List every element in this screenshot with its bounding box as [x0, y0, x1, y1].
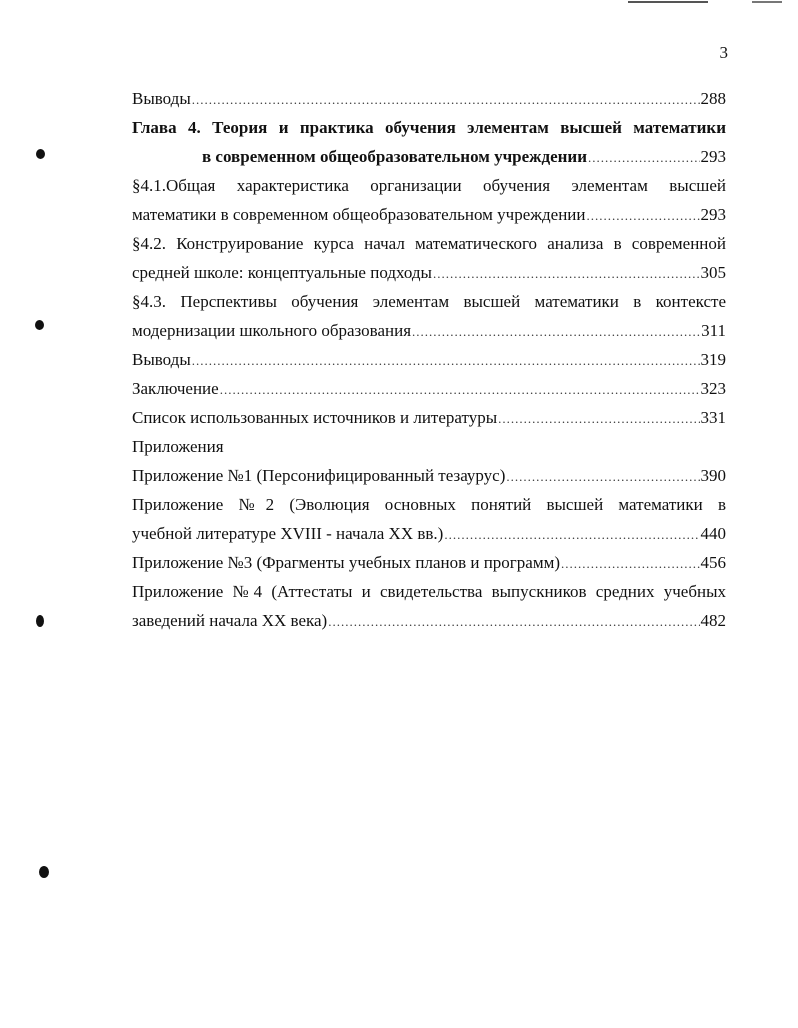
- toc-entry-s41-line2: математики в современном общеобразовательном учреждении ..... 293: [132, 200, 726, 229]
- toc-page-ref: 311: [701, 321, 726, 340]
- page-number: 3: [719, 43, 728, 62]
- leader-dots: [588, 143, 699, 172]
- toc-page-ref: 293: [700, 205, 726, 224]
- toc-entry-s43-line2: модернизации школьного образования ..... 311: [132, 316, 726, 345]
- toc-entry-app2-line2: учебной литературе XVIII - начала XX вв.) ..... 440: [132, 519, 726, 548]
- leader-dots: [220, 375, 700, 404]
- table-of-contents: [132, 84, 726, 635]
- toc-page-ref: 293: [700, 147, 726, 166]
- toc-page-ref: 305: [700, 263, 726, 282]
- binding-hole-mark: [36, 149, 45, 159]
- leader-dots: [498, 404, 699, 433]
- toc-page-ref: 319: [700, 350, 726, 369]
- toc-entry-vyvody: Выводы ..... 288: [132, 84, 726, 113]
- leader-dots: [412, 317, 700, 346]
- toc-page-ref: 456: [700, 553, 726, 572]
- toc-page-ref: 288: [700, 89, 726, 108]
- toc-entry-sources: Список использованных источников и литературы ..... 331: [132, 403, 726, 432]
- toc-entry-app4-line1: Приложение №4 (Аттестаты и свидетельства выпускников средних учебных: [132, 582, 726, 601]
- toc-entry-app1: Приложение №1 (Персонифицированный тезаурус) ..... 390: [132, 461, 726, 490]
- chapter-heading-line2: в современном общеобразовательном учреждении ..... 293: [132, 142, 726, 171]
- toc-entry-s43-line1: §4.3. Перспективы обучения элементам высшей математики в контексте: [132, 292, 726, 311]
- toc-entry-s41-line1: §4.1.Общая характеристика организации обучения элементам высшей: [132, 176, 726, 195]
- leader-dots: [506, 462, 699, 491]
- chapter-heading-line1: Глава 4. Теория и практика обучения элементам высшей математики: [132, 118, 726, 137]
- leader-dots: [444, 520, 699, 549]
- scan-mark: [752, 1, 782, 3]
- leader-dots: [192, 85, 700, 114]
- toc-page-ref: 390: [700, 466, 726, 485]
- toc-entry-app4-line2: заведений начала XX века) ..... 482: [132, 606, 726, 635]
- toc-entry-s42-line2: средней школе: концептуальные подходы ..... 305: [132, 258, 726, 287]
- toc-entry-conclusion: Заключение ..... 323: [132, 374, 726, 403]
- toc-page-ref: 482: [700, 611, 726, 630]
- leader-dots: [561, 549, 699, 578]
- toc-entry-app3: Приложение №3 (Фрагменты учебных планов и программ) ..... 456: [132, 548, 726, 577]
- binding-hole-mark: [36, 615, 44, 627]
- leader-dots: [192, 346, 700, 375]
- toc-entry-app2-line1: Приложение №2 (Эволюция основных понятий высшей математики в: [132, 495, 726, 514]
- leader-dots: [433, 259, 700, 288]
- toc-page-ref: 323: [700, 379, 726, 398]
- binding-hole-mark: [35, 320, 44, 330]
- leader-dots: [587, 201, 700, 230]
- binding-hole-mark: [39, 866, 49, 878]
- toc-page-ref: 331: [700, 408, 726, 427]
- toc-entry-appendices: Приложения: [132, 437, 224, 456]
- leader-dots: [328, 607, 699, 636]
- scan-mark: [628, 1, 708, 3]
- toc-page-ref: 440: [700, 524, 726, 543]
- toc-entry-vyvody: Выводы ..... 319: [132, 345, 726, 374]
- toc-entry-s42-line1: §4.2. Конструирование курса начал математического анализа в современной: [132, 234, 726, 253]
